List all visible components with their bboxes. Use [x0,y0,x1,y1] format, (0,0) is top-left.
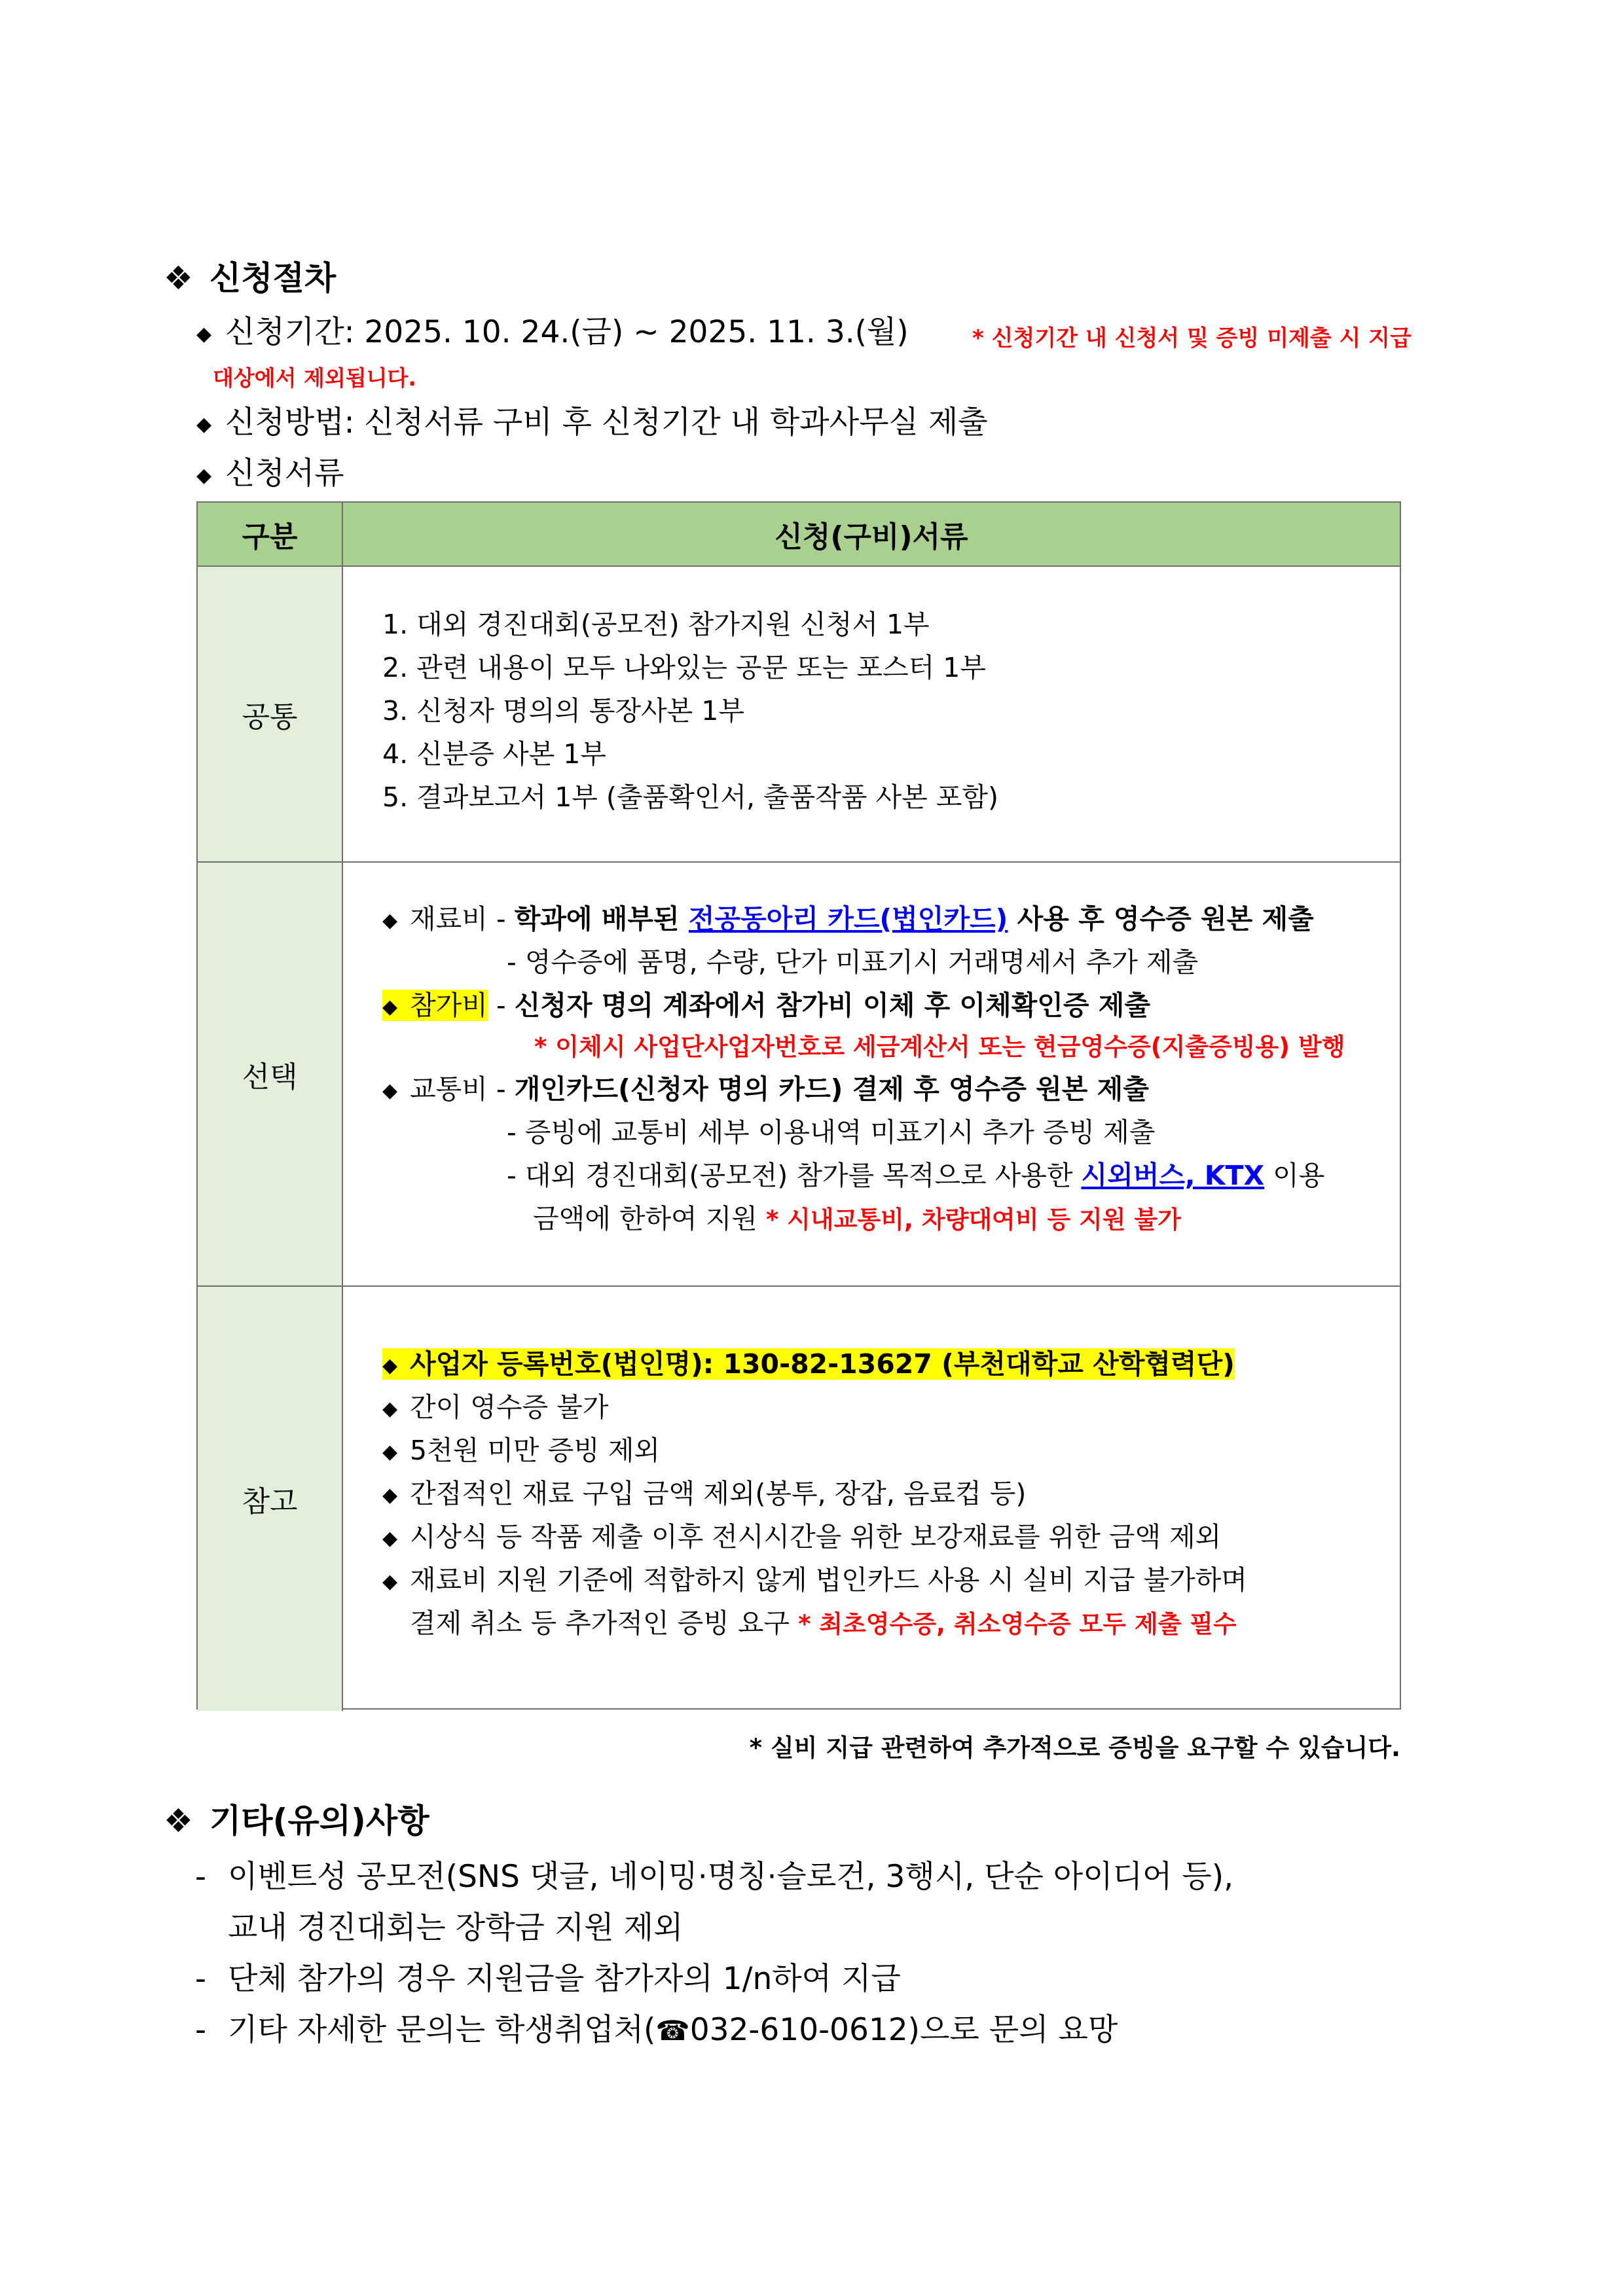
notes-item-1-cont: 교내 경진대회는 장학금 지원 제외 [228,1910,684,1946]
entry-fee-note: * 이체시 사업단사업자번호로 세금계산서 또는 현금영수증(지출증빙용) 발행 [534,1033,1345,1061]
diamond-icon: ◆ [382,1484,398,1507]
diamond-icon: ◆ [382,909,398,932]
bullet-icon: ◆ [196,463,212,487]
phone-icon: ☎ [655,2015,690,2047]
diamond-icon: ◆ [382,996,398,1018]
category-ref: 참고 [198,1287,343,1711]
diamond-icon: ◆ [382,1397,398,1420]
diamond-icon: ◆ [382,1570,398,1593]
entry-fee-line: ◆ 참가비 - 신청자 명의 계좌에서 참가비 이체 후 이체확인증 제출 [382,987,1150,1026]
notes-item-2: - 단체 참가의 경우 지원금을 참가자의 1/n하여 지급 [195,1961,901,1997]
application-docs [196,454,344,495]
material-sub: - 영수증에 품명, 수량, 단가 미표기시 거래명세서 추가 제출 [507,946,1199,978]
section-title-notes [164,1801,429,1840]
common-docs [343,567,1400,861]
select-docs [343,863,1400,1285]
entry-fee-highlight: ◆ 참가비 [382,990,488,1021]
section-title-text: 신청절차 [210,259,337,297]
list-item: 4. 신분증 사본 1부 [382,738,606,770]
bus-ktx-link: 시외버스, KTX [1081,1160,1265,1191]
diamond-icon: ◆ [382,1441,398,1463]
application-period [196,313,909,354]
material-line: ◆ 재료비 - 학과에 배부된 전공동아리 카드(법인카드) 사용 후 영수증 원본 제출 [382,901,1314,939]
transport-line: ◆ 교통비 - 개인카드(신청자 명의 카드) 결제 후 영수증 원본 제출 [382,1071,1149,1109]
period-warning-cont: 대상에서 제외됩니다. [213,365,416,391]
method-text: 신청방법: 신청서류 구비 후 신청기간 내 학과사무실 제출 [225,404,988,440]
notes-item-3: - 기타 자세한 문의는 학생취업처(☎032-610-0612)으로 문의 요망 [195,2012,1118,2048]
documents-table [196,501,1401,1710]
transport-sub1: - 증빙에 교통비 세부 이용내역 미표기시 추가 증빙 제출 [507,1117,1156,1148]
table-footnote: * 실비 지급 관련하여 추가적으로 증빙을 요구할 수 있습니다. [749,1734,1400,1762]
club-card-link: 전공동아리 카드(법인카드) [688,903,1008,935]
diamond-icon: ◆ [382,1354,398,1377]
category-select: 선택 [198,863,343,1285]
transport-sub2: - 대외 경진대회(공모전) 참가를 목적으로 사용한 시외버스, KTX 이용 [507,1160,1325,1191]
list-item: ◆ 간이 영수증 불가 [382,1389,608,1427]
list-item: ◆ 5천원 미만 증빙 제외 [382,1432,660,1471]
bullet-icon: ◆ [196,322,212,346]
docs-text: 신청서류 [225,456,344,492]
transport-sub3: 금액에 한하여 지원 * 시내교통비, 차량대여비 등 지원 불가 [533,1203,1181,1234]
application-method [196,403,988,444]
biz-number-highlight: ◆ 사업자 등록번호(법인명): 130-82-13627 (부천대학교 산학협력단) [382,1348,1235,1380]
diamond-icon: ◆ [382,1527,398,1550]
table-row-select [198,863,1400,1287]
biz-number-line [382,1346,1235,1384]
header-category: 구분 [198,503,343,565]
list-item: 1. 대외 경진대회(공모전) 참가지원 신청서 1부 [382,609,930,640]
list-item: ◆ 재료비 지원 기준에 적합하지 않게 법인카드 사용 시 실비 지급 불가하며 [382,1562,1247,1600]
list-item-cont: 결제 취소 등 추가적인 증빙 요구 * 최초영수증, 취소영수증 모두 제출 필수 [410,1607,1237,1639]
category-common: 공통 [198,567,343,861]
table-row-common [198,567,1400,863]
table-header-row [198,503,1400,567]
ref-notes [343,1287,1400,1711]
period-warning: * 신청기간 내 신청서 및 증빙 미제출 시 지급 [972,325,1412,351]
list-item: 3. 신청자 명의의 통장사본 1부 [382,695,744,726]
bullet-icon: ◆ [196,412,212,436]
list-item: 5. 결과보고서 1부 (출품확인서, 출품작품 사본 포함) [382,781,998,813]
diamond-cross-icon: ❖ [164,259,193,297]
list-item: 2. 관련 내용이 모두 나와있는 공문 또는 포스터 1부 [382,652,986,683]
section-title-application [164,259,336,298]
notes-item-1: - 이벤트성 공모전(SNS 댓글, 네이밍·명칭·슬로건, 3행시, 단순 아이디어 등), [195,1859,1234,1895]
diamond-icon: ◆ [382,1079,398,1102]
period-text: 신청기간: 2025. 10. 24.(금) ~ 2025. 11. 3.(월) [225,314,909,350]
list-item: ◆ 간접적인 재료 구입 금액 제외(봉투, 장갑, 음료컵 등) [382,1475,1026,1514]
diamond-cross-icon: ❖ [164,1802,193,1840]
table-row-ref [198,1287,1400,1711]
section-title-text: 기타(유의)사항 [210,1802,429,1840]
transport-note: * 시내교통비, 차량대여비 등 지원 불가 [765,1206,1181,1234]
header-documents: 신청(구비)서류 [343,503,1400,565]
receipt-note: * 최초영수증, 취소영수증 모두 제출 필수 [798,1610,1237,1638]
list-item: ◆ 시상식 등 작품 제출 이후 전시시간을 위한 보강재료를 위한 금액 제외 [382,1518,1221,1557]
